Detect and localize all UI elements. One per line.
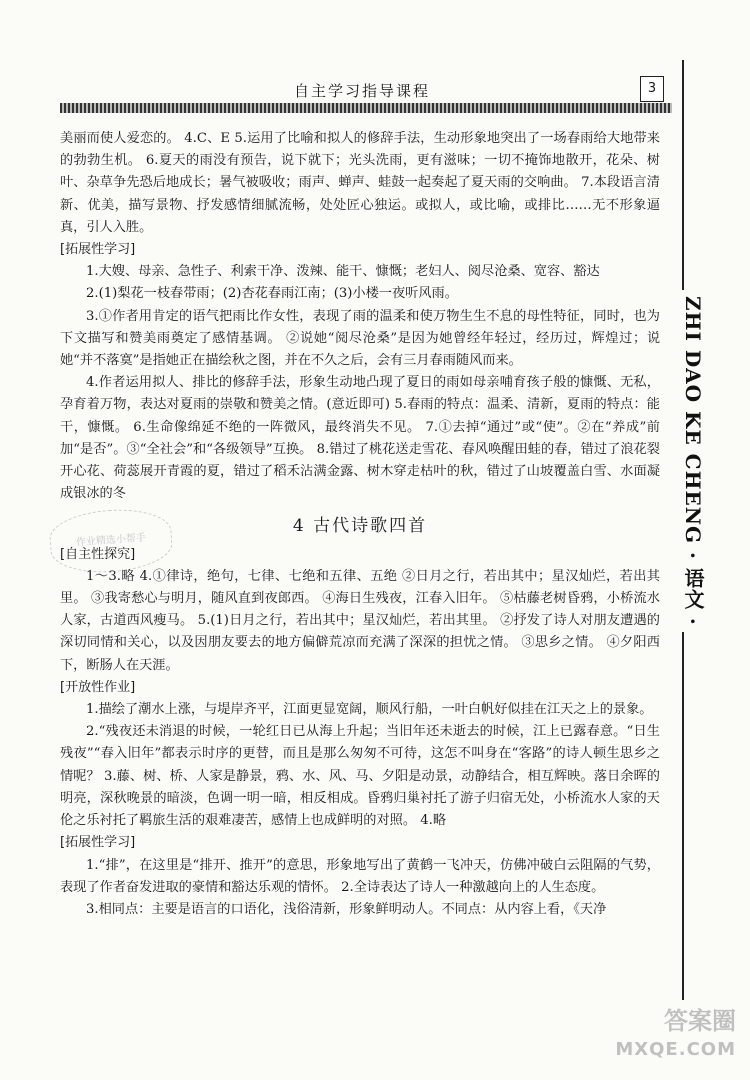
answer-paragraph: 2.(1)梨花一枝春带雨；(2)杏花春雨江南；(3)小楼一夜听风雨。 xyxy=(86,286,458,302)
stamp-mark: 作业精选小帮手 xyxy=(48,506,174,576)
answer-paragraph: 1～3.略 4.①律诗，绝句，七律、七绝和五律、五绝 ②日月之行，若出其中；星汉灿烂，若出其里。 ③我寄愁心与明月，随风直到夜郎西。 ④海日生残夜，江春入旧年。 ⑤枯藤老树昏鸦，小桥流水人家，古道西风瘦马。 5.(1)日月之行，若出其中；星汉灿烂，若出其里。 ②抒发了诗人对朋友遭遇的深切同情和关心，以及因朋友要去的地方偏僻荒凉而充满了深深的担忧之情。 ③思乡之情。 ④夕阳西下，断肠人在天涯。 xyxy=(60,568,660,673)
answer-paragraph: 1.“排”，在这里是“排开、推开”的意思，形象地写出了黄鹤一飞冲天，仿佛冲破白云阻隔的气势，表现了作者奋发进取的豪情和豁达乐观的情怀。 2.全诗表达了诗人一种激越向上的人生态度。 xyxy=(60,857,660,895)
chapter-title: 4 古代诗歌四首 xyxy=(292,516,428,537)
answer-paragraph: 美丽而使人爱恋的。 4.C、E 5.运用了比喻和拟人的修辞手法，生动形象地突出了一场春雨给大地带来的勃勃生机。 6.夏天的雨没有预告，说下就下；光头洗雨，更有滋味；一切不掩饰地散开，花朵、树叶、杂草争先恐后地成长；暑气被吸收；雨声、蝉声、蛙鼓一起奏起了夏天雨的交响曲。 7.本段语言清新、优美，描写景物、抒发感情细腻流畅，处处匠心独运。或拟人，或比喻，或排比……无不形象逼真，引人入胜。 xyxy=(60,131,660,235)
page-header xyxy=(60,78,664,106)
watermark-line: MXQE.COM xyxy=(615,1039,736,1060)
answer-paragraph: 4.作者运用拟人、排比的修辞手法，形象生动地凸现了夏日的雨如母亲哺育孩子般的慷慨、无私，孕育着万物，表达对夏雨的崇敬和赞美之情。(意近即可) 5.春雨的特点：温柔、清新，夏雨的特点：能干，慷慨。 6.生命像绵延不绝的一阵微风，最终消失不见。 7.①去掉“通过”或“使”。②在“养成”前加“是否”。③“全社会”和“各级领导”互换。 8.错过了桃花送走雪花、春风唤醒田蛙的春，错过了浪花裂开心花、荷蕊展开青霞的夏，错过了稻禾沾满金露、树木穿走枯叶的秋，错过了山坡覆盖白雪、水面凝成银冰的冬 xyxy=(60,375,660,502)
section-heading: [拓展性学习] xyxy=(60,835,136,851)
section-heading: [开放性作业] xyxy=(60,679,136,695)
watermark-line: 答案圈 xyxy=(664,1007,736,1035)
side-label: ZHI DAO KE CHENG · 语文 · xyxy=(668,290,708,632)
answer-paragraph: 2.“残夜还未消退的时候，一轮红日已从海上升起；当旧年还未逝去的时候，江上已露春意。“日生残夜”“春入旧年”都表示时序的更替，而且是那么匆匆不可待，这怎不叫身在“客路”的诗人顿生思乡之情呢？ 3.藤、树、桥、人家是静景，鸦、水、风、马、夕阳是动景，动静结合，相互辉映。落日余晖的明亮，深秋晚景的暗淡，色调一明一暗，相反相成。昏鸦归巢衬托了游子归宿无处，小桥流水人家的天伦之乐衬托了羁旅生活的艰难凄苦，感情上也成鲜明的对照。 4.略 xyxy=(60,724,660,829)
header-rule xyxy=(60,103,672,113)
answer-paragraph: 1.描绘了潮水上涨，与堤岸齐平，江面更显宽阔，顺风行船，一叶白帆好似挂在江天之上的景象。 xyxy=(86,702,653,718)
header-title: 自主学习指导课程 xyxy=(293,82,430,100)
section-heading: [拓展性学习] xyxy=(60,242,136,258)
page-number: 3 xyxy=(640,76,664,102)
section-heading: [自主性探究] xyxy=(60,546,136,562)
answer-paragraph: 3.相同点：主要是语言的口语化，浅俗清新，形象鲜明动人。不同点：从内容上看，《天净 xyxy=(86,901,607,917)
answer-paragraph: 1.大嫂、母亲、急性子、利索干净、泼辣、能干、慷慨；老妇人、阅尽沧桑、宽容、豁达 xyxy=(86,264,600,280)
watermark-logo xyxy=(596,1004,736,1074)
answer-paragraph: 3.①作者用肯定的语气把雨比作女性，表现了雨的温柔和使万物生生不息的母性特征，同时，也为下文描写和赞美雨奠定了感情基调。 ②说她“阅尽沧桑”是因为她曾经年轻过，经历过，辉煌过；说她“并不落寞”是指她正在描绘秋之图，并在不久之后，会有三月春雨随风而来。 xyxy=(60,308,660,369)
